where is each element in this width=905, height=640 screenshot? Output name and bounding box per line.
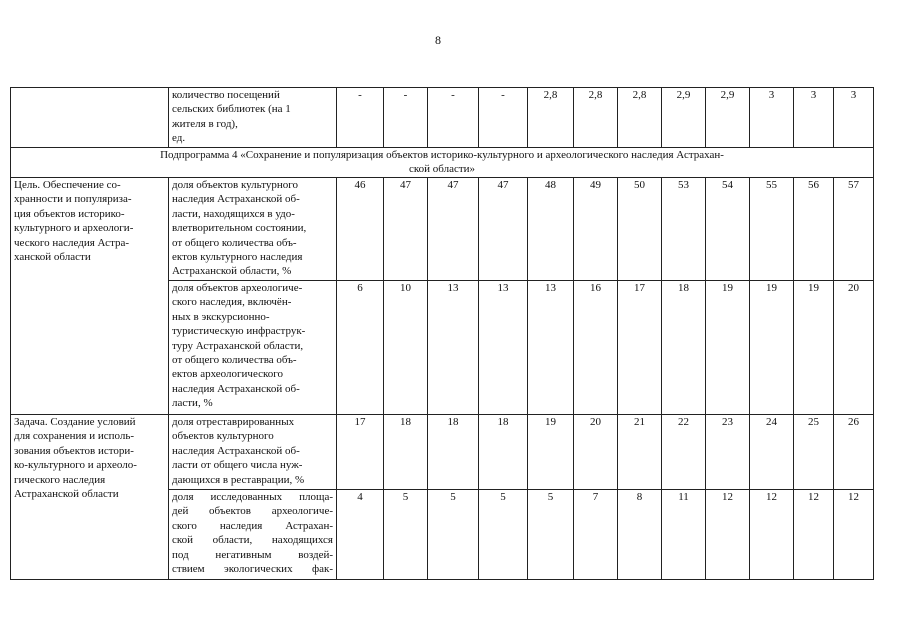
value-cell: 48 <box>528 178 574 281</box>
value-cell: 2,9 <box>706 88 750 148</box>
task-cell <box>11 415 169 580</box>
goal-cell <box>11 178 169 415</box>
text-line: ласти от общего числа нуж- <box>172 459 303 472</box>
text-line: гического наследия <box>14 473 106 486</box>
value-cell: 49 <box>574 178 618 281</box>
text-line: ед. <box>172 132 186 145</box>
indicator-cell <box>169 88 337 148</box>
text-line: туру Астраханской области, <box>172 339 304 352</box>
value-cell: 22 <box>662 415 706 490</box>
text-line: количество посещений <box>172 89 280 101</box>
table-row <box>11 415 874 490</box>
text-line: Астраханской области, % <box>172 265 292 278</box>
text-line: от общего количества объ- <box>172 236 297 249</box>
table-row <box>11 178 874 281</box>
value-cell: 8 <box>618 490 662 580</box>
value-cell: - <box>428 88 479 148</box>
value-cell: 19 <box>750 281 794 415</box>
text-line: жителя в год), <box>172 117 238 130</box>
text-line: доля объектов археологиче- <box>172 282 303 294</box>
value-cell: 26 <box>834 415 874 490</box>
indicators-table <box>10 87 874 580</box>
value-cell: 12 <box>834 490 874 580</box>
text-line: туристическую инфраструк- <box>172 325 306 338</box>
value-cell: 54 <box>706 178 750 281</box>
indicator-cell <box>169 490 337 580</box>
value-cell: 7 <box>574 490 618 580</box>
text-line: наследия Астраханской об- <box>172 193 300 206</box>
value-cell: 13 <box>528 281 574 415</box>
text-line: доля объектов культурного <box>172 179 299 191</box>
value-cell: 6 <box>337 281 384 415</box>
value-cell: 11 <box>662 490 706 580</box>
text-line: ской области» <box>408 163 476 176</box>
text-line: доля исследованных площа- <box>172 491 333 503</box>
value-cell: 17 <box>337 415 384 490</box>
page-number: 8 <box>435 33 441 47</box>
value-cell: 3 <box>750 88 794 148</box>
text-line: от общего количества объ- <box>172 354 297 367</box>
text-line: ласти, находящихся в удо- <box>172 207 295 220</box>
value-cell: 12 <box>706 490 750 580</box>
text-line: наследия Астраханской об- <box>172 382 300 395</box>
value-cell: 18 <box>384 415 428 490</box>
value-cell: 2,9 <box>662 88 706 148</box>
indicator-cell <box>169 281 337 415</box>
value-cell: 47 <box>479 178 528 281</box>
text-line: ского наследия Астрахан- <box>172 519 333 532</box>
text-line: Цель. Обеспечение со- <box>14 179 121 191</box>
value-cell: 18 <box>479 415 528 490</box>
text-line: для сохранения и исполь- <box>14 430 135 443</box>
value-cell: 50 <box>618 178 662 281</box>
text-line: ского наследия, включён- <box>172 296 292 309</box>
text-line: объектов культурного <box>172 430 274 443</box>
value-cell: 17 <box>618 281 662 415</box>
subprogram-row <box>11 148 874 178</box>
value-cell: 2,8 <box>618 88 662 148</box>
value-cell: 18 <box>662 281 706 415</box>
text-line: Задача. Создание условий <box>14 416 136 428</box>
value-cell: 5 <box>528 490 574 580</box>
value-cell: 5 <box>428 490 479 580</box>
text-line: доля отреставрированных <box>172 416 295 428</box>
indicator-cell <box>169 178 337 281</box>
value-cell: 2,8 <box>574 88 618 148</box>
text-line: ческого наследия Астра- <box>14 236 130 249</box>
value-cell: 12 <box>794 490 834 580</box>
value-cell: 19 <box>794 281 834 415</box>
text-line: ханской области <box>14 251 91 264</box>
text-line: Астраханской области <box>14 488 119 501</box>
text-line: дающихся в реставрации, % <box>172 473 305 486</box>
value-cell: 25 <box>794 415 834 490</box>
value-cell: 53 <box>662 178 706 281</box>
value-cell: - <box>337 88 384 148</box>
value-cell: 47 <box>428 178 479 281</box>
value-cell: 5 <box>384 490 428 580</box>
value-cell: 4 <box>337 490 384 580</box>
value-cell: 12 <box>750 490 794 580</box>
text-line: ласти, % <box>172 397 213 410</box>
value-cell: 47 <box>384 178 428 281</box>
value-cell: 23 <box>706 415 750 490</box>
value-cell: 24 <box>750 415 794 490</box>
text-line: под негативным воздей- <box>172 548 333 561</box>
value-cell: 20 <box>574 415 618 490</box>
value-cell: 3 <box>834 88 874 148</box>
text-line: ектов культурного наследия <box>172 251 303 264</box>
empty-goal-cell <box>11 88 169 148</box>
text-line: зования объектов истори- <box>14 444 134 457</box>
indicator-cell <box>169 415 337 490</box>
value-cell: 20 <box>834 281 874 415</box>
value-cell: 57 <box>834 178 874 281</box>
value-cell: 10 <box>384 281 428 415</box>
subprogram-title <box>11 148 874 178</box>
value-cell: 3 <box>794 88 834 148</box>
value-cell: 13 <box>428 281 479 415</box>
text-line: культурного и археологи- <box>14 222 134 235</box>
value-cell: - <box>479 88 528 148</box>
value-cell: 56 <box>794 178 834 281</box>
value-cell: 19 <box>706 281 750 415</box>
text-line: ция объектов историко- <box>14 207 125 220</box>
value-cell: 5 <box>479 490 528 580</box>
text-line: наследия Астраханской об- <box>172 444 300 457</box>
text-line: влетворительном состоянии, <box>172 222 307 235</box>
text-line: ко-культурного и археоло- <box>14 459 137 472</box>
text-line: ствием экологических фак- <box>172 563 333 576</box>
text-line: ской области, находящихся <box>172 534 333 547</box>
value-cell: 2,8 <box>528 88 574 148</box>
table-row <box>11 88 874 148</box>
value-cell: - <box>384 88 428 148</box>
text-line: ектов археологического <box>172 368 284 381</box>
value-cell: 55 <box>750 178 794 281</box>
value-cell: 19 <box>528 415 574 490</box>
text-line: сельских библиотек (на 1 <box>172 103 291 116</box>
value-cell: 16 <box>574 281 618 415</box>
value-cell: 46 <box>337 178 384 281</box>
value-cell: 18 <box>428 415 479 490</box>
text-line: дей объектов археологиче- <box>172 505 333 518</box>
text-line: ных в экскурсионно- <box>172 310 270 323</box>
text-line: хранности и популяриза- <box>14 193 132 206</box>
value-cell: 21 <box>618 415 662 490</box>
text-line: Подпрограмма 4 «Сохранение и популяризация объектов историко-культурного и археологического наследия Астрахан- <box>160 149 724 161</box>
value-cell: 13 <box>479 281 528 415</box>
